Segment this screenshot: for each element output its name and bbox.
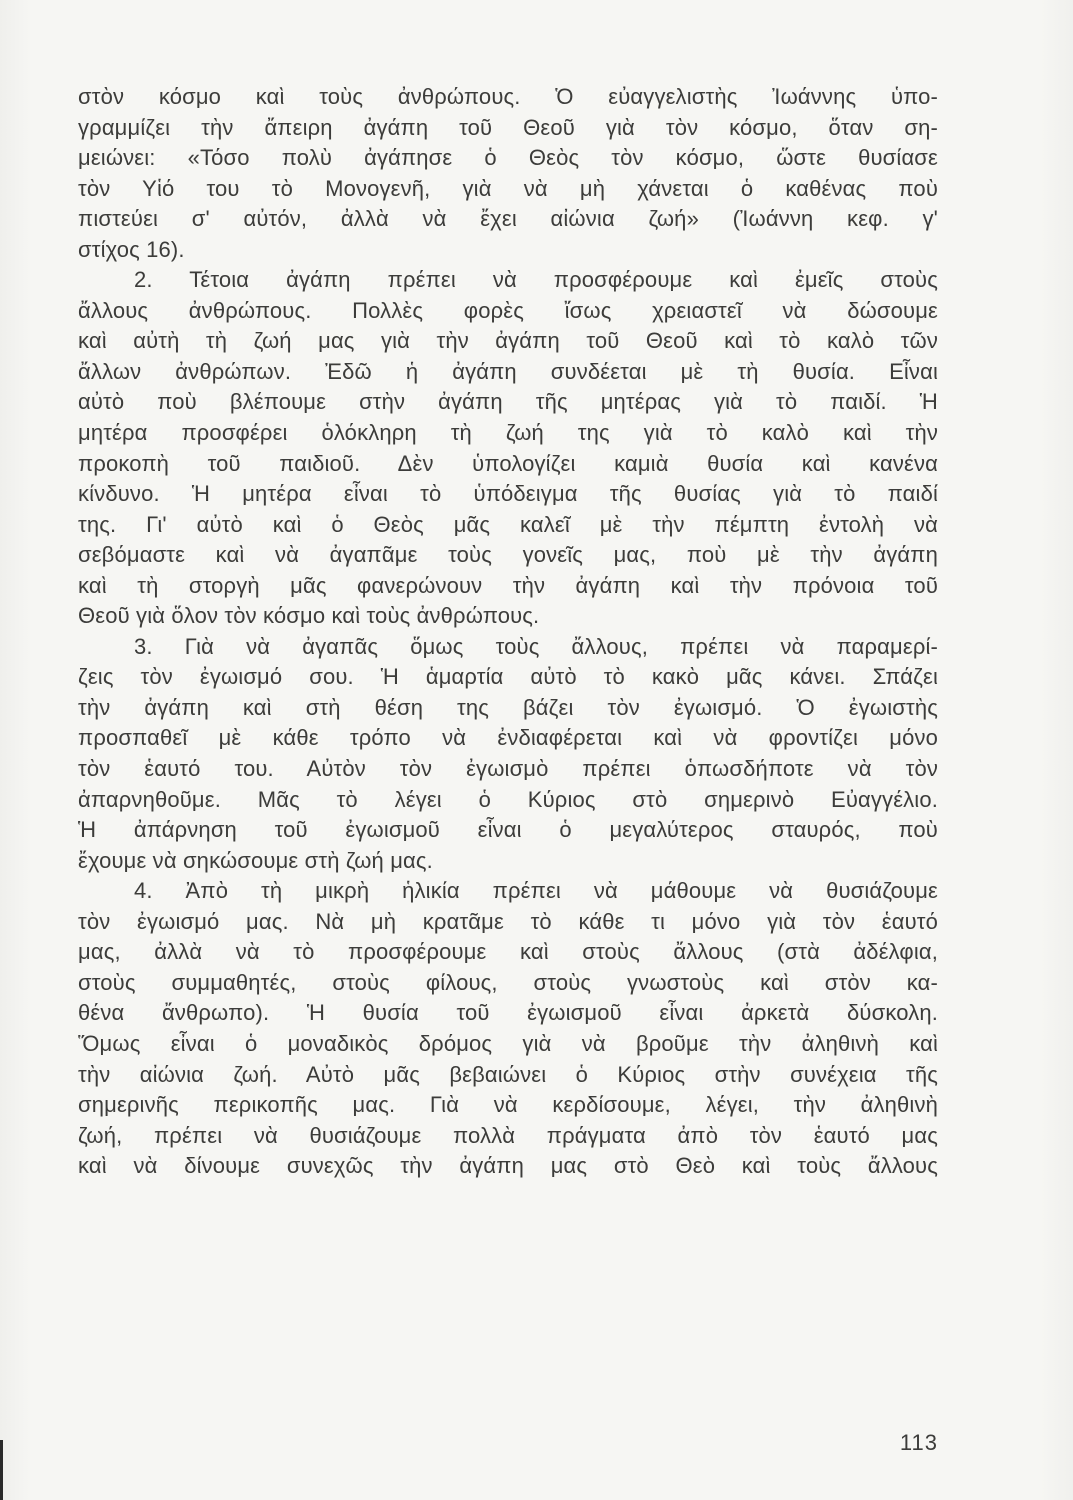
text-line: ζωή, πρέπει νὰ θυσιάζουμε πολλὰ πράγματα ἀπὸ τὸν ἑαυτό μας <box>78 1122 938 1148</box>
text-line: ζεις τὸν ἐγωισμό σου. Ἡ ἁμαρτία αὐτὸ τὸ κακὸ μᾶς κάνει. Σπάζει <box>78 664 938 690</box>
text-line: στίχος 16). <box>78 236 185 262</box>
text-line: ἄλλους ἀνθρώπους. Πολλὲς φορὲς ἴσως χρειαστεῖ νὰ δώσουμε <box>78 297 938 323</box>
text-line: σεβόμαστε καὶ νὰ ἀγαπᾶμε τοὺς γονεῖς μας, ποὺ μὲ τὴν ἀγάπη <box>78 542 938 568</box>
binding-edge <box>0 1440 3 1500</box>
text-line: πιστεύει σ' αὐτόν, ἀλλὰ νὰ ἔχει αἰώνια ζωή» (Ἰωάννη κεφ. γ' <box>78 206 938 232</box>
text-line: γραμμίζει τὴν ἄπειρη ἀγάπη τοῦ Θεοῦ γιὰ τὸν κόσμο, ὅταν ση- <box>78 114 938 140</box>
text-line: ἄλλων ἀνθρώπων. Ἐδῶ ἡ ἀγάπη συνδέεται μὲ τὴ θυσία. Εἶναι <box>78 358 938 384</box>
text-line: θένα ἄνθρωπο). Ἡ θυσία τοῦ ἐγωισμοῦ εἶναι ἀρκετὰ δύσκολη. <box>78 1000 938 1026</box>
text-line: Ἡ ἀπάρνηση τοῦ ἐγωισμοῦ εἶναι ὁ μεγαλύτερος σταυρός, ποὺ <box>78 817 938 843</box>
text-line: μητέρα προσφέρει ὁλόκληρη τὴ ζωή της γιὰ τὸ καλὸ καὶ τὴν <box>78 420 938 446</box>
text-line: τὸν ἐγωισμό μας. Νὰ μὴ κρατᾶμε τὸ κάθε τι μόνο γιὰ τὸν ἑαυτό <box>78 908 938 934</box>
body-text <box>78 82 938 1182</box>
text-line: τὸν Υἱό του τὸ Μονογενῆ, γιὰ νὰ μὴ χάνεται ὁ καθένας ποὺ <box>78 175 938 201</box>
text-line: ἔχουμε νὰ σηκώσουμε στὴ ζωή μας. <box>78 847 433 873</box>
text-line: μας, ἀλλὰ νὰ τὸ προσφέρουμε καὶ στοὺς ἄλλους (στὰ ἀδέλφια, <box>78 939 938 965</box>
text-line: στὸν κόσμο καὶ τοὺς ἀνθρώπους. Ὁ εὐαγγελιστὴς Ἰωάννης ὑπο- <box>78 84 938 109</box>
paragraph-4-start: 4. Ἀπὸ τὴ μικρὴ ἡλικία πρέπει νὰ μάθουμε νὰ θυσιάζουμε <box>134 878 938 904</box>
text-line: τὴν αἰώνια ζωή. Αὐτὸ μᾶς βεβαιώνει ὁ Κύριος στὴν συνέχεια τῆς <box>78 1061 938 1087</box>
text-line: Θεοῦ γιὰ ὅλον τὸν κόσμο καὶ τοὺς ἀνθρώπους. <box>78 603 540 629</box>
text-line: αὐτὸ ποὺ βλέπουμε στὴν ἀγάπη τῆς μητέρας γιὰ τὸ παιδί. Ἡ <box>78 389 938 415</box>
text-line: της. Γι' αὐτὸ καὶ ὁ Θεὸς μᾶς καλεῖ μὲ τὴν πέμπτη ἐντολὴ νὰ <box>78 511 938 537</box>
paragraph-3-start: 3. Γιὰ νὰ ἀγαπᾶς ὅμως τοὺς ἄλλους, πρέπει νὰ παραμερί- <box>134 633 938 659</box>
text-line: μειώνει: «Τόσο πολὺ ἀγάπησε ὁ Θεὸς τὸν κόσμο, ὥστε θυσίασε <box>78 145 938 171</box>
text-line: στοὺς συμμαθητές, στοὺς φίλους, στοὺς γνωστοὺς καὶ στὸν κα- <box>78 969 938 995</box>
text-line: καὶ αὐτὴ τὴ ζωή μας γιὰ τὴν ἀγάπη τοῦ Θεοῦ καὶ τὸ καλὸ τῶν <box>78 328 938 354</box>
page-number: 113 <box>899 1430 938 1455</box>
paragraph-2-start: 2. Τέτοια ἀγάπη πρέπει νὰ προσφέρουμε καὶ ἐμεῖς στοὺς <box>134 267 938 293</box>
text-line: καὶ τὴ στοργὴ μᾶς φανερώνουν τὴν ἀγάπη καὶ τὴν πρόνοια τοῦ <box>78 572 938 598</box>
text-line: προκοπὴ τοῦ παιδιοῦ. Δὲν ὑπολογίζει καμιὰ θυσία καὶ κανένα <box>78 450 938 476</box>
text-line: τὸν ἑαυτό του. Αὐτὸν τὸν ἐγωισμὸ πρέπει ὁπωσδήποτε νὰ τὸν <box>78 756 938 782</box>
text-line: Ὅμως εἶναι ὁ μοναδικὸς δρόμος γιὰ νὰ βροῦμε τὴν ἀληθινὴ καὶ <box>78 1030 938 1056</box>
text-line: κίνδυνο. Ἡ μητέρα εἶναι τὸ ὑπόδειγμα τῆς θυσίας γιὰ τὸ παιδί <box>78 481 938 507</box>
text-line: σημερινῆς περικοπῆς μας. Γιὰ νὰ κερδίσουμε, λέγει, τὴν ἀληθινὴ <box>78 1092 938 1118</box>
text-line: καὶ νὰ δίνουμε συνεχῶς τὴν ἀγάπη μας στὸ Θεὸ καὶ τοὺς ἄλλους <box>78 1153 938 1179</box>
text-line: προσπαθεῖ μὲ κάθε τρόπο νὰ ἐνδιαφέρεται καὶ νὰ φροντίζει μόνο <box>78 725 938 751</box>
text-line: ἀπαρνηθοῦμε. Μᾶς τὸ λέγει ὁ Κύριος στὸ σημερινὸ Εὐαγγέλιο. <box>78 786 938 812</box>
text-line: τὴν ἀγάπη καὶ στὴ θέση της βάζει τὸν ἐγωισμό. Ὁ ἐγωιστὴς <box>78 694 938 720</box>
